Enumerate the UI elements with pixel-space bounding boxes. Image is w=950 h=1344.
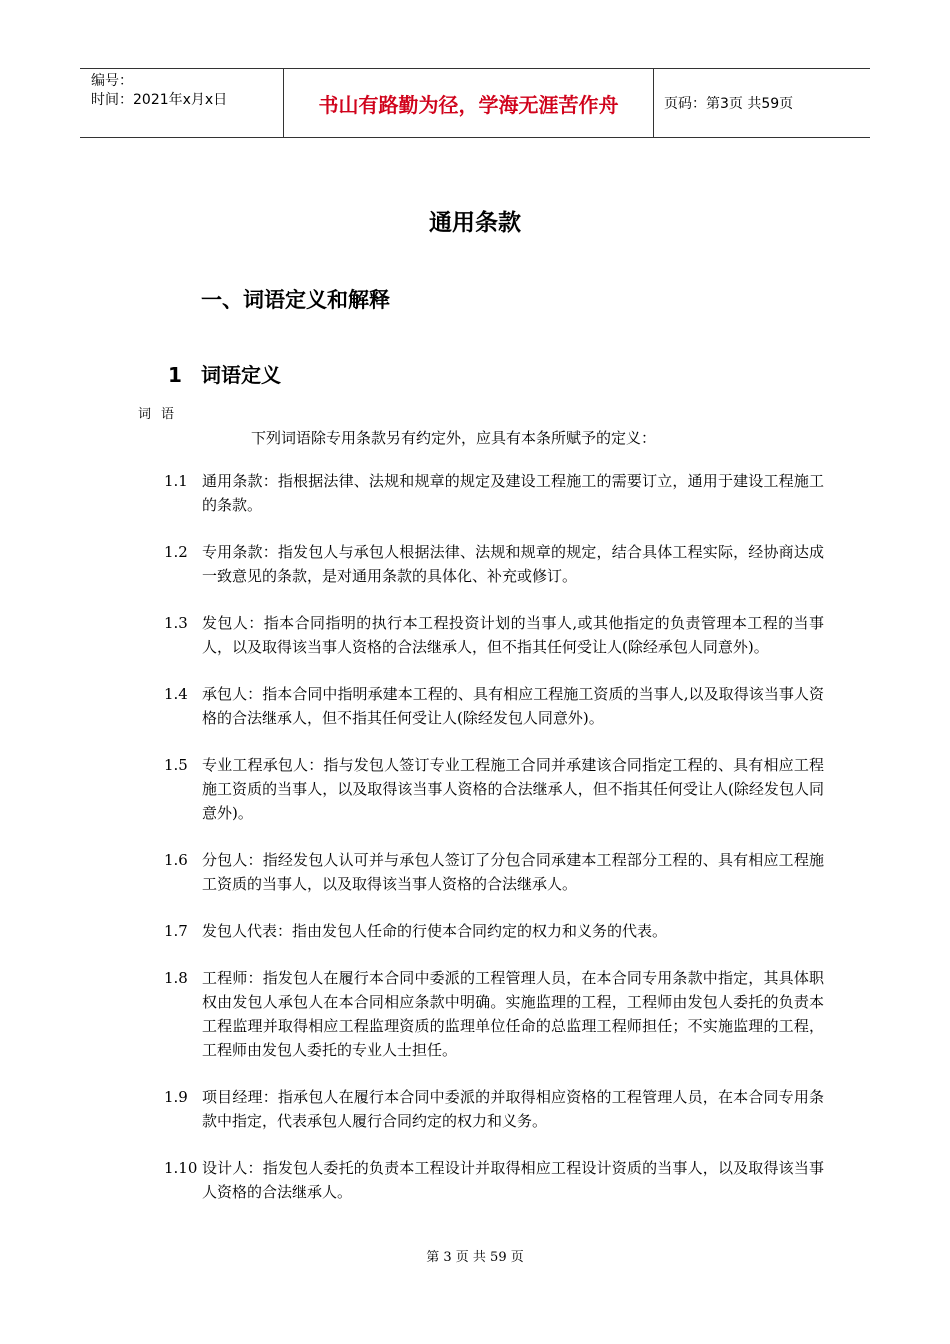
section-title: 一、词语定义和解释 xyxy=(201,288,390,312)
document-title: 通用条款 xyxy=(429,210,521,236)
definition-text: 分包人：指经发包人认可并与承包人签订了分包合同承建本工程部分工程的、具有相应工程施工资质的当事人，以及取得该当事人资格的合法继承人。 xyxy=(202,851,824,893)
header-meta xyxy=(80,69,283,137)
definition-number: 1.7 xyxy=(164,922,188,940)
definition-number: 1.8 xyxy=(164,969,188,987)
header-page-info: 页码：第3页 共59页 xyxy=(664,96,794,112)
subsection-heading xyxy=(168,359,281,388)
definition-item xyxy=(150,919,830,943)
definition-item xyxy=(150,682,830,730)
definition-text: 项目经理：指承包人在履行本合同中委派的并取得相应资格的工程管理人员，在本合同专用条款中指定，代表承包人履行合同约定的权力和义务。 xyxy=(202,1088,824,1130)
definition-number: 1.2 xyxy=(164,543,188,561)
intro-paragraph: 下列词语除专用条款另有约定外，应具有本条所赋予的定义： xyxy=(251,429,657,447)
number-label: 编号： xyxy=(91,73,133,89)
definition-text: 发包人代表：指由发包人任命的行使本合同约定的权力和义务的代表。 xyxy=(202,922,668,940)
definition-number: 1.5 xyxy=(164,756,188,774)
definition-item xyxy=(150,966,830,1062)
definition-text: 通用条款：指根据法律、法规和规章的规定及建设工程施工的需要订立，通用于建设工程施工的条款。 xyxy=(202,472,824,514)
definition-item xyxy=(150,611,830,659)
page-footer: 第 3 页 共 59 页 xyxy=(426,1250,524,1265)
definition-number: 1.4 xyxy=(164,685,188,703)
subsection-title: 词语定义 xyxy=(201,363,281,387)
definition-item xyxy=(150,753,830,825)
definition-text: 发包人：指本合同指明的执行本工程投资计划的当事人,或其他指定的负责管理本工程的当事人，以及取得该当事人资格的合法继承人，但不指其任何受让人(除经承包人同意外)。 xyxy=(202,614,824,656)
definition-text: 承包人：指本合同中指明承建本工程的、具有相应工程施工资质的当事人,以及取得该当事人资格的合法继承人，但不指其任何受让人(除经发包人同意外)。 xyxy=(202,685,824,727)
subsection-number: 1 xyxy=(168,363,182,387)
definition-text: 专业工程承包人：指与发包人签订专业工程施工合同并承建该合同指定工程的、具有相应工程施工资质的当事人，以及取得该当事人资格的合法继承人，但不指其任何受让人(除经发包人同意外)。 xyxy=(202,756,824,822)
definition-text: 工程师：指发包人在履行本合同中委派的工程管理人员，在本合同专用条款中指定，其具体职权由发包人承包人在本合同相应条款中明确。实施监理的工程，工程师由发包人委托的负责本工程监理并取得相应工程监理资质的监理单位任命的总监理工程师担任；不实施监理的工程，工程师由发包人委托的专业人士担任。 xyxy=(202,969,824,1059)
definition-number: 1.9 xyxy=(164,1088,188,1106)
side-label: 词语 xyxy=(138,407,185,422)
definition-number: 1.1 xyxy=(164,472,188,490)
definition-number: 1.10 xyxy=(164,1159,198,1177)
definition-number: 1.3 xyxy=(164,614,188,632)
time-label: 时间：2021年x月x日 xyxy=(91,92,228,108)
definitions-list xyxy=(150,469,830,1227)
definition-item xyxy=(150,540,830,588)
definition-number: 1.6 xyxy=(164,851,188,869)
definition-text: 设计人：指发包人委托的负责本工程设计并取得相应工程设计资质的当事人，以及取得该当事人资格的合法继承人。 xyxy=(202,1159,824,1201)
definition-text: 专用条款：指发包人与承包人根据法律、法规和规章的规定，结合具体工程实际，经协商达成一致意见的条款，是对通用条款的具体化、补充或修订。 xyxy=(202,543,824,585)
definition-item xyxy=(150,1156,830,1204)
definition-item xyxy=(150,1085,830,1133)
header-motto: 书山有路勤为径，学海无涯苦作舟 xyxy=(283,69,654,137)
page-header xyxy=(80,68,870,138)
definition-item xyxy=(150,469,830,517)
definition-item xyxy=(150,848,830,896)
